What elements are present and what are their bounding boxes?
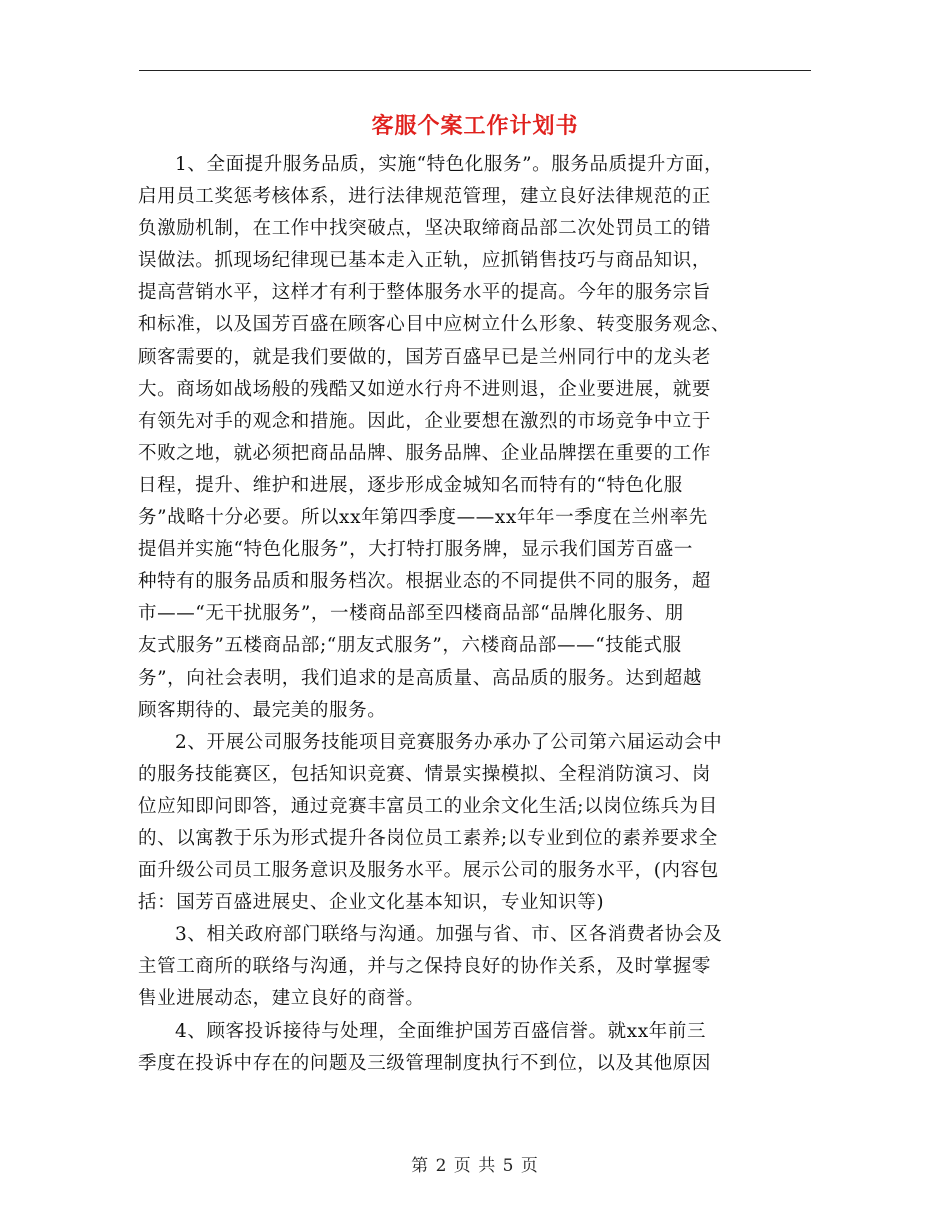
body-line: 季度在投诉中存在的问题及三级管理制度执行不到位，以及其他原因	[138, 1052, 712, 1074]
body-line: 3、相关政府部门联络与沟通。加强与省、市、区各消费者协会及	[175, 924, 723, 946]
body-line: 提高营销水平，这样才有利于整体服务水平的提高。今年的服务宗旨	[138, 282, 712, 304]
body-line: 主管工商所的联络与沟通，并与之保持良好的协作关系，及时掌握零	[138, 956, 712, 978]
body-line: 启用员工奖惩考核体系，进行法律规范管理，建立良好法律规范的正	[138, 186, 712, 208]
body-line: 括：国芳百盛进展史、企业文化基本知识，专业知识等)	[138, 892, 605, 914]
body-line: 2、开展公司服务技能项目竞赛服务办承办了公司第六届运动会中	[175, 731, 723, 753]
document-title: 客服个案工作计划书	[371, 113, 579, 139]
body-line: 误做法。抓现场纪律现已基本走入正轨，应抓销售技巧与商品知识，	[138, 250, 712, 272]
body-line: 大。商场如战场般的残酷又如逆水行舟不进则退，企业要进展，就要	[138, 378, 712, 400]
body-line: 务”战略十分必要。所以xx年第四季度——xx年年一季度在兰州率先	[138, 507, 708, 529]
body-line: 1、全面提升服务品质，实施“特色化服务”。服务品质提升方面，	[175, 154, 724, 175]
body-line: 位应知即问即答，通过竞赛丰富员工的业余文化生活;以岗位练兵为目	[138, 795, 718, 817]
body-line: 的服务技能赛区，包括知识竞赛、情景实操模拟、全程消防演习、岗	[138, 763, 712, 785]
body-line: 日程，提升、维护和进展，逐步形成金城知名而特有的“特色化服	[138, 474, 683, 496]
body-line: 的、以寓教于乐为形式提升各岗位员工素养;以专业到位的素养要求全	[138, 827, 718, 849]
body-line: 务”，向社会表明，我们追求的是高质量、高品质的服务。达到超越	[138, 667, 702, 689]
body-line: 市——“无干扰服务”，一楼商品部至四楼商品部“品牌化服务、朋	[138, 603, 684, 625]
body-line: 和标准，以及国芳百盛在顾客心目中应树立什么形象、转变服务观念、	[138, 314, 731, 336]
body-line: 不败之地，就必须把商品品牌、服务品牌、企业品牌摆在重要的工作	[138, 442, 712, 464]
body-line: 负激励机制，在工作中找突破点，坚决取缔商品部二次处罚员工的错	[138, 218, 712, 240]
page-footer: 第 2 页 共 5 页	[411, 1156, 539, 1176]
body-line: 友式服务”五楼商品部;“朋友式服务”，六楼商品部——“技能式服	[138, 635, 682, 657]
body-line: 顾客需要的，就是我们要做的，国芳百盛早已是兰州同行中的龙头老	[138, 346, 712, 368]
header-rule	[139, 70, 811, 71]
body-line: 售业进展动态，建立良好的商誉。	[138, 988, 425, 1010]
body-line: 顾客期待的、最完美的服务。	[138, 699, 387, 721]
body-line: 种特有的服务品质和服务档次。根据业态的不同提供不同的服务，超	[138, 571, 712, 593]
body-line: 面升级公司员工服务意识及服务水平。展示公司的服务水平，(内容包	[138, 860, 719, 882]
body-line: 有领先对手的观念和措施。因此，企业要想在激烈的市场竞争中立于	[138, 410, 712, 432]
document-body	[138, 149, 816, 1080]
body-line: 4、顾客投诉接待与处理，全面维护国芳百盛信誉。就xx年前三	[175, 1020, 707, 1042]
body-line: 提倡并实施“特色化服务”，大打特打服务牌，显示我们国芳百盛一	[138, 539, 693, 561]
